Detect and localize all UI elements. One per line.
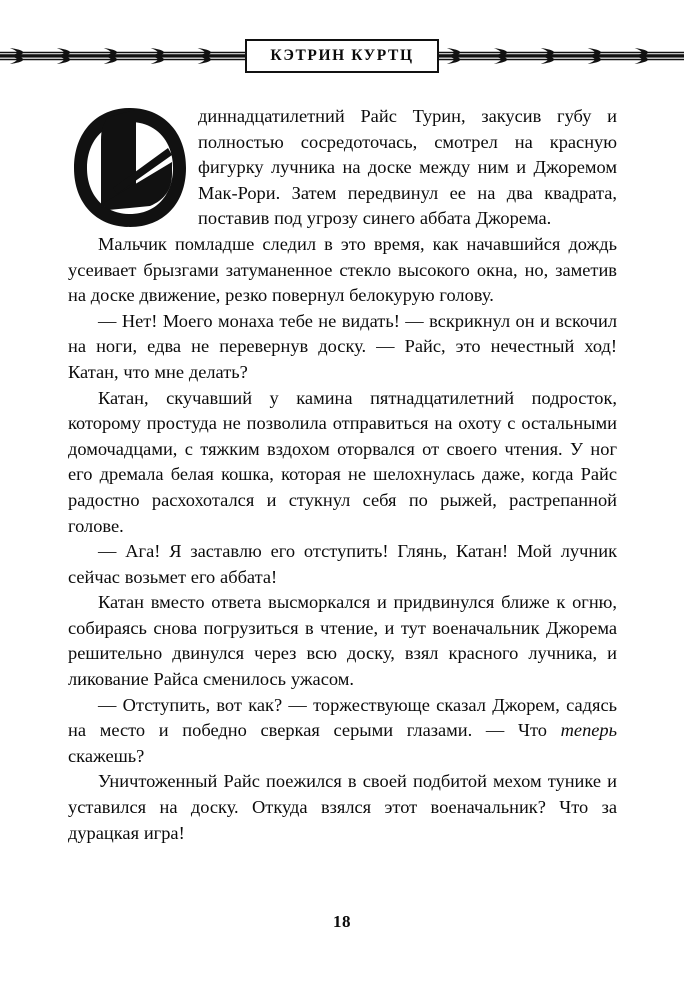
paragraph-text: — Нет! Моего монаха тебе не видать! — вскрикнул он и вскочил на ноги, едва не перевернув доску. — Райс, это нечестный ход! Катан, что мне делать?: [68, 310, 617, 382]
paragraph-text: — Ага! Я заставлю его отступить! Глянь, Катан! Мой лучник сейчас возьмет его аббата!: [68, 541, 617, 587]
twisted-rope-ornament-icon: [437, 45, 684, 67]
paragraph-text: Катан, скучавший у камина пятнадцатилетний подросток, которому простуда не позволила отправиться на охоту с остальными домочадцами, с тяжким вздохом оторвался от своего чтения. У ног его дремала белая кошка, которая не шелохнулась даже, когда Райс радостно расхохотался и стукнул себя по рыжей, растрепанной голове.: [68, 387, 617, 536]
running-head-box: [245, 39, 439, 74]
twisted-rope-ornament-icon: [0, 45, 247, 67]
paragraph-8: [68, 769, 617, 846]
paragraph-2: [68, 232, 617, 309]
paragraph-text: Мальчик помладше следил в это время, как начавшийся дождь усеивает брызгами затуманенное стекло высокого окна, но, заметив на доске движение, резко повернул белокурую голову.: [68, 233, 617, 306]
paragraph-7: [68, 693, 617, 770]
body-text-block: [68, 104, 617, 846]
paragraph-text: Катан вместо ответа высморкался и придвинулся ближе к огню, собираясь снова погрузиться в чтение, и тут военачальник Джорема решительно двинулся через всю доску, взял красного лучника, и ликование Райса сменилось ужасом.: [68, 592, 617, 690]
paragraph-text-segment: скажешь?: [68, 745, 145, 766]
paragraph-text-segment: — Отступить, вот как? — торжествующе сказал Джорем, садясь на место и победно сверкая серыми глазами. — Что: [68, 694, 617, 741]
paragraph-4: [68, 386, 617, 540]
paragraph-1: [68, 104, 617, 232]
paragraph-emphasis: теперь: [560, 720, 617, 741]
paragraph-3: [68, 309, 617, 386]
paragraph-6: [68, 590, 617, 692]
running-head: [0, 28, 684, 84]
page-title: КЭТРИН КУРТЦ: [270, 46, 414, 64]
page-number: 18: [333, 912, 351, 931]
paragraph-5: [68, 539, 617, 590]
decorative-dropcap-o-icon: [68, 104, 192, 230]
paragraph-text: диннадцатилетний Райс Турин, закусив губу и полностью сосредоточась, смотрел на красную фигурку лучника на доске между ним и Джоремом Мак-Рори. Затем передвинул ее на два квадрата, поставив под угрозу синего аббата Джорема.: [198, 106, 617, 229]
paragraph-text: Уничтоженный Райс поежился в своей подбитой мехом тунике и уставился на доску. Откуда взялся этот военачальник? Что за дурацкая игра!: [68, 771, 617, 843]
